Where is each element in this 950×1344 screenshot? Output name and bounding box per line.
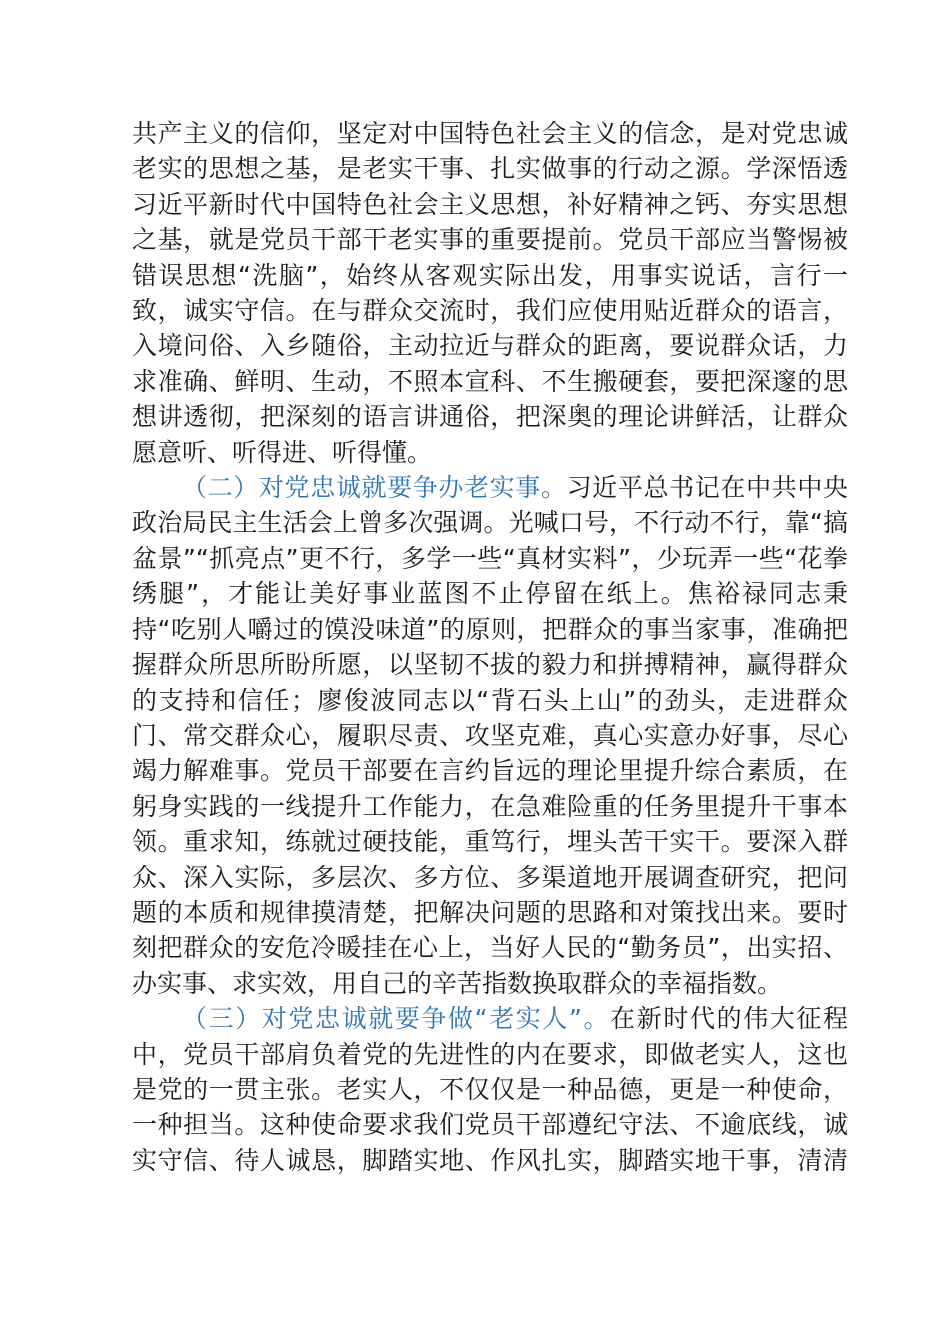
- paragraph-2: [132, 470, 848, 1001]
- paragraph-2-text: 习近平总书记在中共中央政治局民主生活会上曾多次强调。光喊口号，不行动不行，靠“搞盆景”“抓亮点”更不行，多学一些“真材实料”，少玩弄一些“花拳绣腿”，才能让美好事业蓝图不止停留在纸上。焦裕禄同志秉持“吃别人嚼过的馍没味道”的原则，把群众的事当家事，准确把握群众所思所盼所愿，以坚韧不拔的毅力和拼搏精神，赢得群众的支持和信任；廖俊波同志以“背石头上山”的劲头，走进群众门、常交群众心，履职尽责、攻坚克难，真心实意办好事，尽心竭力解难事。党员干部要在言约旨远的理论里提升综合素质，在躬身实践的一线提升工作能力，在急难险重的任务里提升干事本领。重求知，练就过硬技能，重笃行，埋头苦干实干。要深入群众、深入实际，多层次、多方位、多渠道地开展调查研究，把问题的本质和规律摸清楚，把解决问题的思路和对策找出来。要时刻把群众的安危冷暖挂在心上，当好人民的“勤务员”，出实招、办实事、求实效，用自己的辛苦指数换取群众的幸福指数。: [132, 473, 848, 998]
- paragraph-3: [132, 1001, 848, 1178]
- section-heading-2: （二）对党忠诚就要争办老实事。: [182, 473, 567, 503]
- section-heading-3: （三）对党忠诚就要争做“老实人”。: [182, 1004, 611, 1034]
- paragraph-1: [132, 116, 848, 470]
- document-body: [132, 116, 848, 1178]
- paragraph-3-text: 在新时代的伟大征程中，党员干部肩负着党的先进性的内在要求，即做老实人，这也是党的一贯主张。老实人，不仅仅是一种品德，更是一种使命，一种担当。这种使命要求我们党员干部遵纪守法、不逾底线，诚实守信、待人诚恳，脚踏实地、作风扎实，脚踏实地干事，清清: [132, 1004, 848, 1175]
- paragraph-1-text: 共产主义的信仰，坚定对中国特色社会主义的信念，是对党忠诚老实的思想之基，是老实干事、扎实做事的行动之源。学深悟透习近平新时代中国特色社会主义思想，补好精神之钙、夯实思想之基，就是党员干部干老实事的重要提前。党员干部应当警惕被错误思想“洗脑”，始终从客观实际出发，用事实说话，言行一致，诚实守信。在与群众交流时，我们应使用贴近群众的语言，入境问俗、入乡随俗，主动拉近与群众的距离，要说群众话，力求准确、鲜明、生动，不照本宣科、不生搬硬套，要把深邃的思想讲透彻，把深刻的语言讲通俗，把深奥的理论讲鲜活，让群众愿意听、听得进、听得懂。: [132, 119, 848, 467]
